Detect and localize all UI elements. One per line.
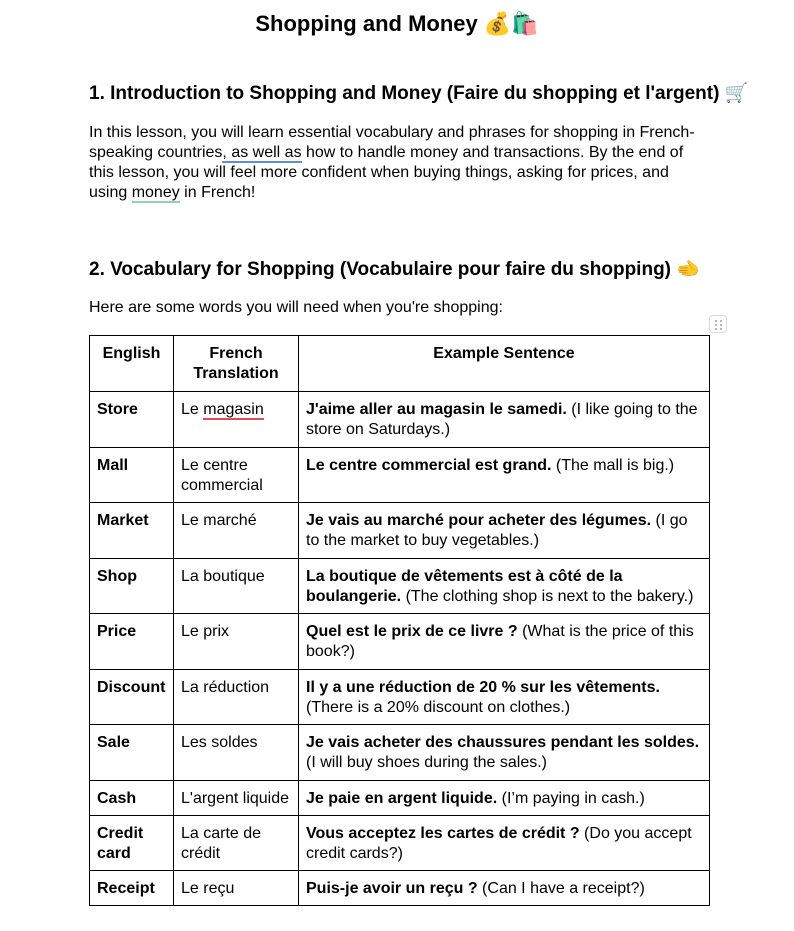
cell-example xyxy=(299,780,710,815)
cell-french: Le reçu xyxy=(174,871,299,906)
section-heading-vocabulary: 2. Vocabulary for Shopping (Vocabulaire pour faire du shopping) 🫲 xyxy=(89,259,700,280)
cell-english: Market xyxy=(90,503,174,559)
example-english: (I’m paying in cash.) xyxy=(497,789,645,807)
example-french: Vous acceptez les cartes de crédit ? xyxy=(306,824,580,842)
cell-french: La boutique xyxy=(174,558,299,614)
cell-english: Mall xyxy=(90,447,174,503)
cell-example xyxy=(299,815,710,871)
introduction-paragraph[interactable] xyxy=(89,123,709,203)
example-french: Le centre commercial est grand. xyxy=(306,456,552,474)
example-english: (I like going to the store on Saturdays.) xyxy=(306,401,698,438)
cell-example xyxy=(299,503,710,559)
cell-french: Le centre commercial xyxy=(174,447,299,503)
table-row[interactable] xyxy=(90,614,710,670)
table-row[interactable] xyxy=(90,669,710,725)
example-french: La boutique de vêtements est à côté de la boulangerie. xyxy=(306,567,623,605)
cell-english: Discount xyxy=(90,669,174,725)
example-english: (The mall is big.) xyxy=(551,456,675,474)
cell-french: Les soldes xyxy=(174,725,299,781)
cell-english: Store xyxy=(90,392,174,448)
cell-english: Sale xyxy=(90,725,174,781)
cell-example xyxy=(299,447,710,503)
vocabulary-table[interactable] xyxy=(89,335,710,906)
vocabulary-lead-text: Here are some words you will need when you're shopping: xyxy=(89,299,503,316)
table-row[interactable] xyxy=(90,392,710,448)
table-row[interactable] xyxy=(90,815,710,871)
example-french: Puis-je avoir un reçu ? xyxy=(306,880,478,897)
cell-french: Le prix xyxy=(174,614,299,670)
document-title: Shopping and Money 💰🛍️ xyxy=(255,11,539,36)
table-row[interactable] xyxy=(90,447,710,503)
intro-text-part: how to handle money and transactions. By the end of this lesson, you will feel more confident when buying things, asking for prices, and using xyxy=(89,144,684,201)
header-english: English xyxy=(90,336,174,392)
cell-english: Credit card xyxy=(90,815,174,871)
cell-english: Shop xyxy=(90,558,174,614)
cell-example xyxy=(299,614,710,670)
cell-english: Receipt xyxy=(90,871,174,906)
cell-french: La carte de crédit xyxy=(174,815,299,871)
cell-example xyxy=(299,871,710,906)
table-row[interactable] xyxy=(90,871,710,906)
example-english: (Do you accept credit cards?) xyxy=(306,824,692,862)
example-french: Je vais au marché pour acheter des légumes. xyxy=(306,512,652,529)
cell-french: L'argent liquide xyxy=(174,780,299,815)
cell-french: Le marché xyxy=(174,503,299,559)
header-example: Example Sentence xyxy=(299,336,710,392)
table-header-row xyxy=(90,336,710,392)
example-english: (I go to the market to buy vegetables.) xyxy=(306,512,688,549)
cell-english: Cash xyxy=(90,780,174,815)
french-article: Le xyxy=(181,401,204,418)
header-french: French Translation xyxy=(174,336,299,392)
grammar-suggestion-underline[interactable]: , as well as xyxy=(222,144,302,161)
cell-english: Price xyxy=(90,614,174,670)
cell-example xyxy=(299,725,710,781)
intro-text-part: In this lesson, you will learn essential vocabulary and phrases for shopping in French-speaking countries xyxy=(89,124,695,161)
example-english: (What is the price of this book?) xyxy=(306,623,694,660)
spelling-flag-underline[interactable]: magasin xyxy=(203,401,264,418)
cell-french xyxy=(174,392,299,448)
cell-example xyxy=(299,392,710,448)
example-english: (I will buy shoes during the sales.) xyxy=(306,754,547,771)
example-french: J'aime aller au magasin le samedi. xyxy=(306,401,567,418)
example-french: Je vais acheter des chaussures pendant les soldes. xyxy=(306,734,700,751)
section-heading-introduction: 1. Introduction to Shopping and Money (Faire du shopping et l'argent) 🛒 xyxy=(89,83,749,104)
example-french: Il y a une réduction de 20 % sur les vêtements. xyxy=(306,678,660,696)
table-row[interactable] xyxy=(90,725,710,781)
example-english: (The clothing shop is next to the bakery.) xyxy=(401,587,694,605)
cell-french: La réduction xyxy=(174,669,299,725)
table-row[interactable] xyxy=(90,780,710,815)
cell-example xyxy=(299,558,710,614)
table-row[interactable] xyxy=(90,503,710,559)
intro-text-part: in French! xyxy=(179,184,256,201)
cell-example xyxy=(299,669,710,725)
style-suggestion-underline[interactable]: money xyxy=(131,184,180,201)
table-drag-handle-icon[interactable] xyxy=(709,315,727,333)
example-english: (Can I have a receipt?) xyxy=(477,880,645,897)
table-row[interactable] xyxy=(90,558,710,614)
example-english: (There is a 20% discount on clothes.) xyxy=(306,698,571,716)
example-french: Je paie en argent liquide. xyxy=(306,789,498,807)
example-french: Quel est le prix de ce livre ? xyxy=(306,623,518,640)
